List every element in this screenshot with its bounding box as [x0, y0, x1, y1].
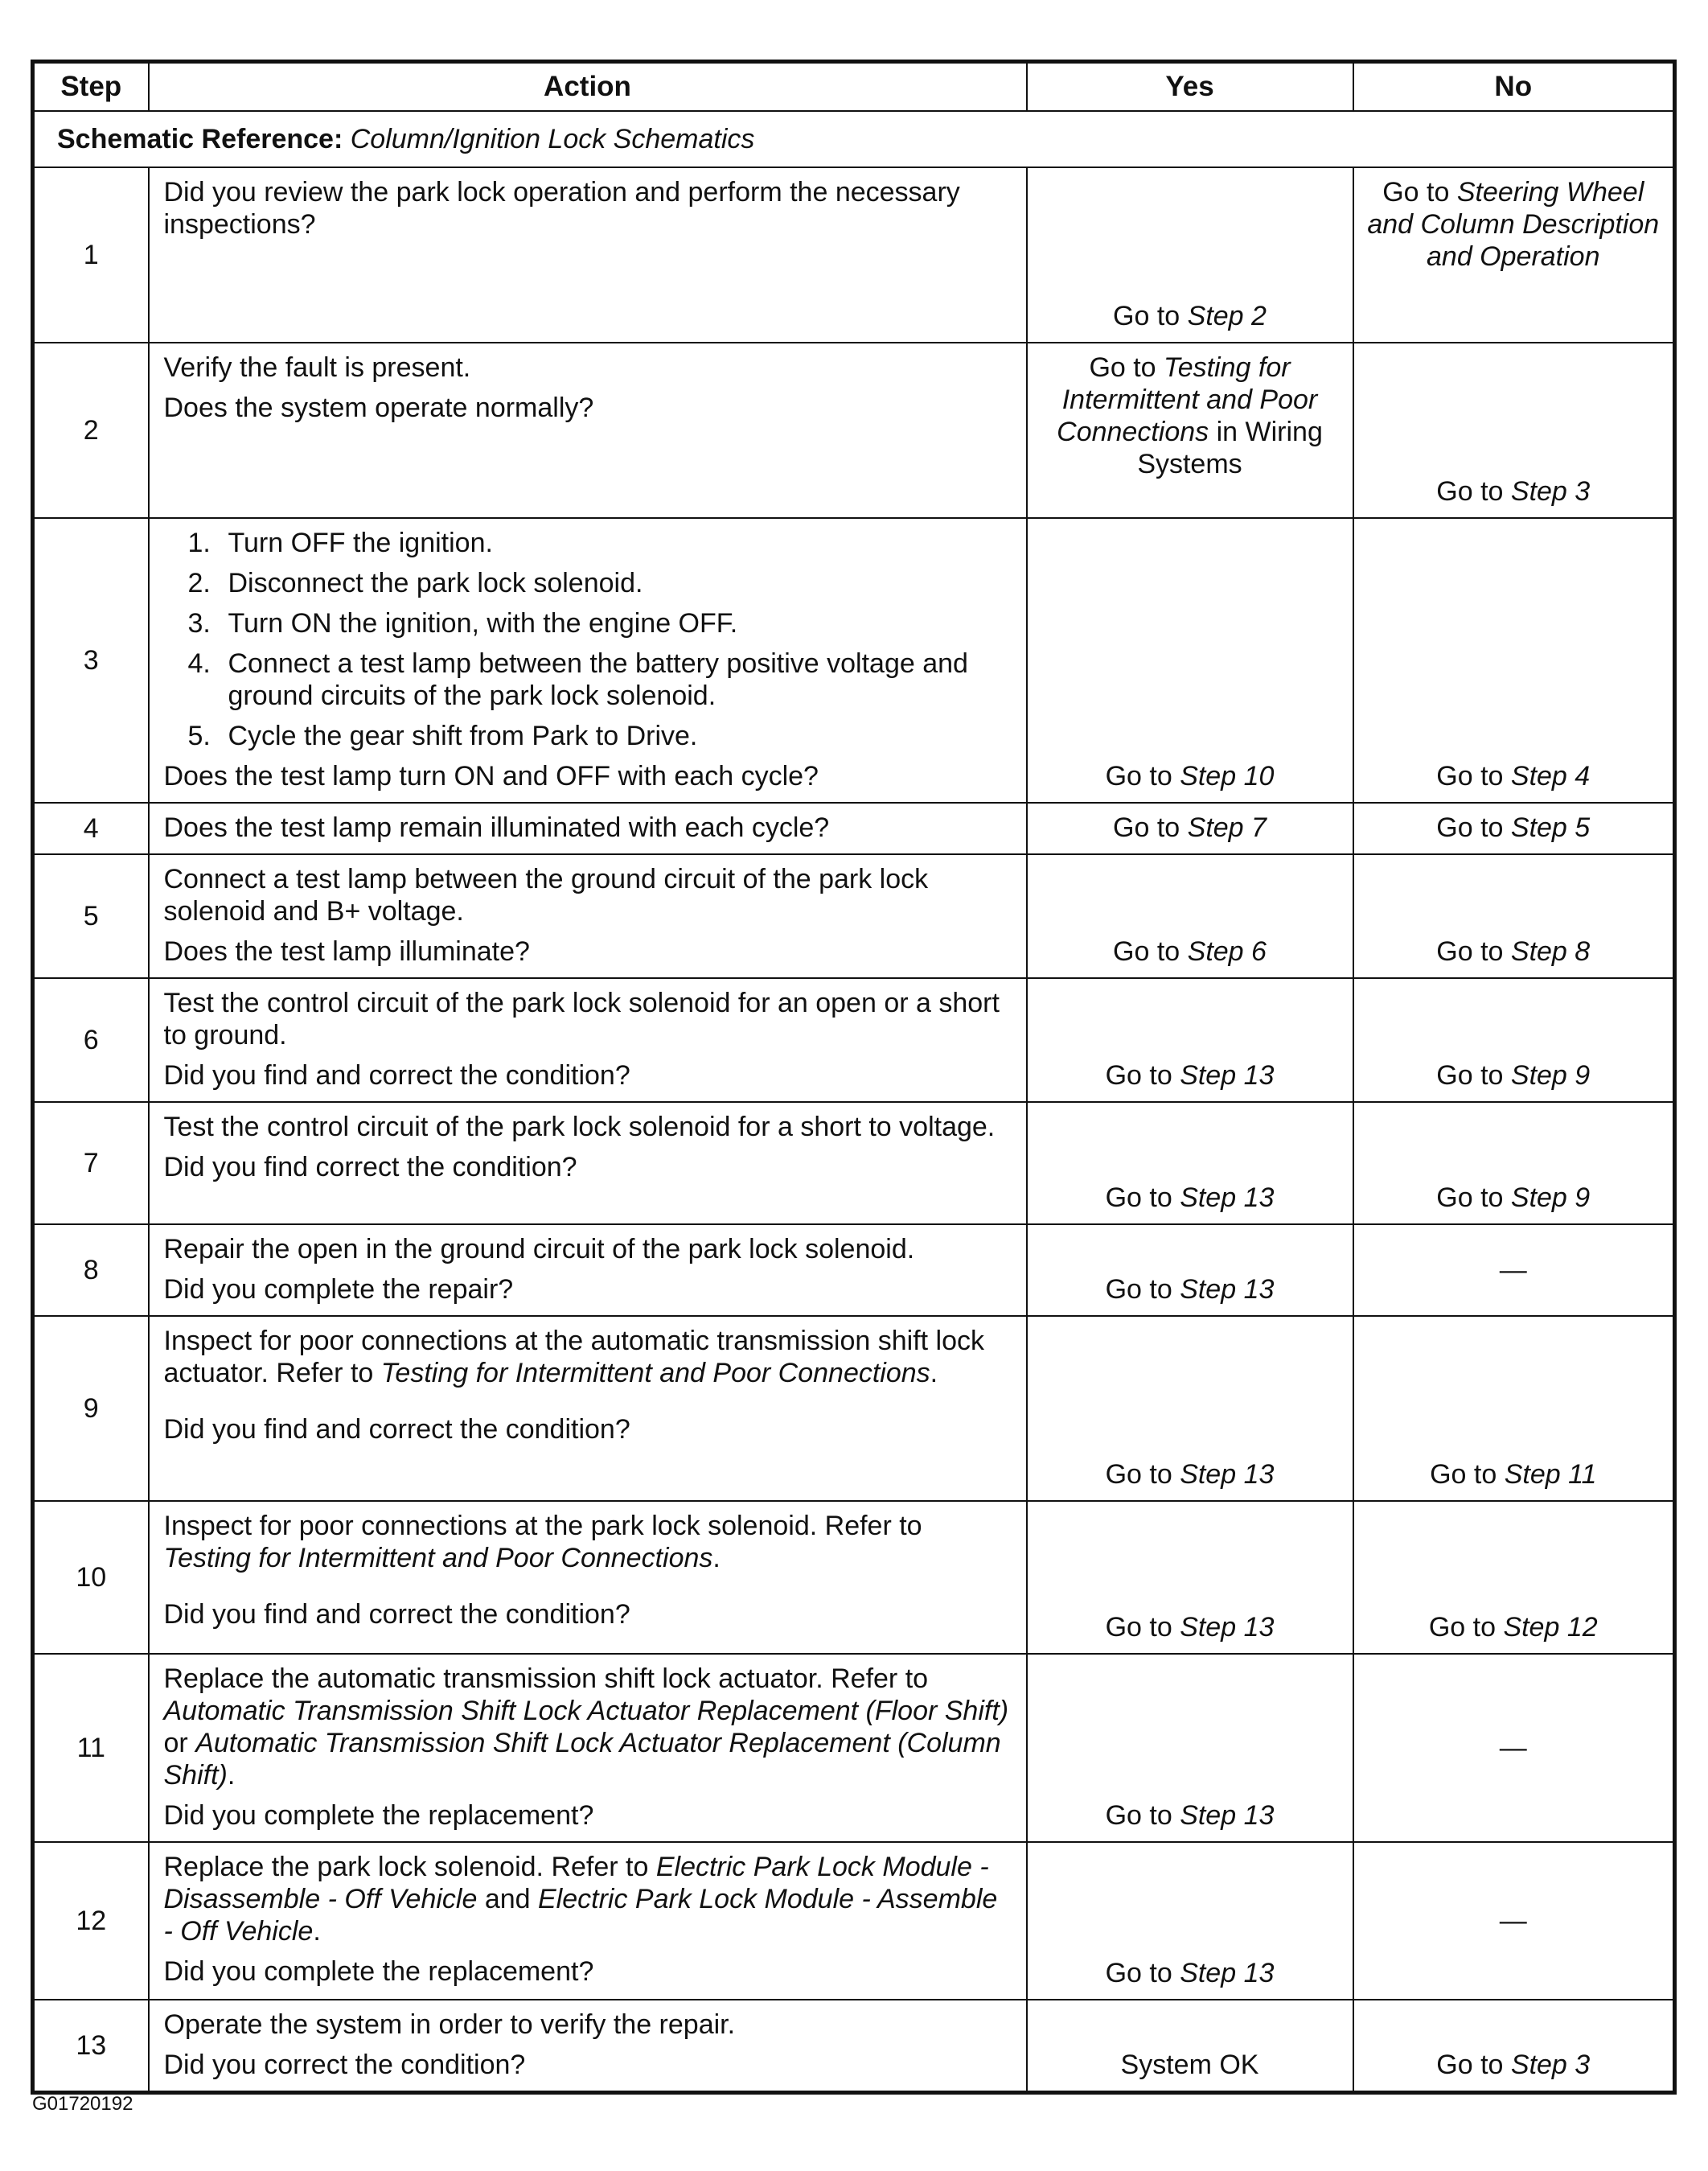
- reference-link[interactable]: Automatic Transmission Shift Lock Actuator Replacement (Floor Shift): [163, 1696, 1009, 1726]
- goto-link[interactable]: Step 12: [1503, 1612, 1598, 1643]
- action-question: Does the test lamp illuminate?: [163, 936, 530, 967]
- goto-link[interactable]: Step 2: [1187, 301, 1267, 331]
- step-number: 9: [33, 1316, 149, 1501]
- yes-result: [1027, 1501, 1353, 1654]
- goto-link[interactable]: Step 3: [1510, 2050, 1591, 2080]
- reference-link[interactable]: Testing for Intermittent and Poor Connections: [163, 1543, 713, 1573]
- action-cell: [149, 803, 1027, 854]
- goto-link[interactable]: Step 5: [1510, 812, 1591, 843]
- action-question: Did you find and correct the condition?: [163, 1060, 630, 1091]
- goto-link[interactable]: Step 8: [1510, 936, 1591, 967]
- no-result-text: Go to Steering Wheel and Column Description and Operation: [1367, 177, 1660, 272]
- step-number: 6: [33, 978, 149, 1102]
- schematic-reference: [33, 111, 1675, 167]
- action-question: Did you complete the replacement?: [163, 1956, 594, 1987]
- no-result: [1353, 978, 1675, 1102]
- action-question: Did you find and correct the condition?: [163, 1414, 630, 1445]
- step-number: 7: [33, 1102, 149, 1224]
- yes-result-text: Go to Step 6: [1113, 936, 1267, 967]
- table-row: [33, 1654, 1675, 1842]
- list-item: 3. Turn ON the ignition, with the engine OFF.: [187, 608, 738, 639]
- yes-result: [1027, 2000, 1353, 2093]
- yes-result-text: Go to Step 13: [1105, 1459, 1275, 1490]
- yes-result: [1027, 1654, 1353, 1842]
- schematic-row: [33, 111, 1675, 167]
- reference-link[interactable]: Electric Park Lock Module - Assemble - Off Vehicle: [163, 1884, 998, 1947]
- action-cell: [149, 343, 1027, 518]
- no-result: [1353, 803, 1675, 854]
- action-instruction: Test the control circuit of the park lock solenoid for a short to voltage.: [163, 1112, 996, 1142]
- diagnostic-table: [31, 60, 1677, 2095]
- goto-link[interactable]: Step 13: [1180, 1060, 1275, 1091]
- yes-result-text: Go to Step 13: [1105, 1800, 1275, 1831]
- step-number: 5: [33, 854, 149, 978]
- action-instruction: Repair the open in the ground circuit of the park lock solenoid.: [163, 1234, 915, 1264]
- goto-link[interactable]: Steering Wheel and Column Description and Operation: [1367, 177, 1660, 272]
- step-number: 1: [33, 167, 149, 343]
- goto-link[interactable]: Step 7: [1187, 812, 1267, 843]
- goto-link[interactable]: Step 6: [1187, 936, 1267, 967]
- table-row: [33, 2000, 1675, 2093]
- action-question: Did you review the park lock operation and perform the necessary inspections?: [163, 177, 960, 240]
- yes-result-text: Go to Step 13: [1105, 1182, 1275, 1213]
- yes-result: [1027, 1102, 1353, 1224]
- action-instruction: Operate the system in order to verify the repair.: [163, 2009, 736, 2040]
- goto-link[interactable]: Step 3: [1510, 476, 1591, 507]
- no-result-text: Go to Step 8: [1436, 936, 1591, 967]
- goto-link[interactable]: Step 10: [1180, 761, 1275, 792]
- no-result: —: [1353, 1842, 1675, 2000]
- no-result-text: Go to Step 3: [1436, 2050, 1591, 2080]
- no-result-text: Go to Step 4: [1436, 761, 1591, 792]
- yes-result: [1027, 518, 1353, 803]
- step-number: 13: [33, 2000, 149, 2093]
- yes-result-text: Go to Step 13: [1105, 1958, 1275, 1988]
- step-number: 11: [33, 1654, 149, 1842]
- action-question: Did you find correct the condition?: [163, 1152, 577, 1182]
- yes-result-text: Go to Step 2: [1113, 301, 1267, 331]
- table-row: [33, 803, 1675, 854]
- action-instruction: Replace the automatic transmission shift lock actuator. Refer to Automatic Transmission Shift Lock Actuator Replacement (Floor Shift) or Automatic Transmission Shift Lock Actuator Replacement (Column Shift).: [163, 1663, 1009, 1791]
- no-result: [1353, 343, 1675, 518]
- action-question: Did you complete the repair?: [163, 1274, 514, 1305]
- action-cell: [149, 1224, 1027, 1316]
- yes-result: [1027, 1316, 1353, 1501]
- no-result: [1353, 2000, 1675, 2093]
- goto-link[interactable]: Step 4: [1510, 761, 1591, 792]
- action-cell: [149, 854, 1027, 978]
- goto-link[interactable]: Step 13: [1180, 1274, 1275, 1305]
- action-question: Does the test lamp turn ON and OFF with each cycle?: [163, 761, 819, 792]
- action-question: Does the test lamp remain illuminated with each cycle?: [163, 812, 830, 843]
- table-row: [33, 518, 1675, 803]
- no-result-text: Go to Step 9: [1436, 1060, 1591, 1091]
- no-result: [1353, 854, 1675, 978]
- action-cell: [149, 518, 1027, 803]
- table-row: [33, 854, 1675, 978]
- action-cell: [149, 1102, 1027, 1224]
- action-cell: [149, 978, 1027, 1102]
- no-result-text: Go to Step 11: [1430, 1459, 1597, 1490]
- no-result: [1353, 1316, 1675, 1501]
- goto-link[interactable]: Step 13: [1180, 1958, 1275, 1988]
- figure-code: G01720192: [32, 2093, 133, 2115]
- step-number: 12: [33, 1842, 149, 2000]
- schematic-label: Schematic Reference:: [57, 124, 343, 154]
- table-row: [33, 1842, 1675, 2000]
- list-item: 2. Disconnect the park lock solenoid.: [187, 568, 643, 598]
- action-question: Did you complete the replacement?: [163, 1800, 594, 1831]
- table-row: [33, 1224, 1675, 1316]
- header-step: Step: [33, 62, 149, 112]
- goto-link[interactable]: Step 9: [1510, 1060, 1591, 1091]
- action-cell: [149, 1316, 1027, 1501]
- action-question: Does the system operate normally?: [163, 393, 594, 423]
- header-row: [33, 62, 1675, 112]
- no-result: [1353, 1102, 1675, 1224]
- step-number: 2: [33, 343, 149, 518]
- action-cell: [149, 167, 1027, 343]
- yes-result-text: Go to Testing for Intermittent and Poor Connections in Wiring Systems: [1057, 352, 1323, 479]
- action-cell: [149, 1654, 1027, 1842]
- action-steps-list: [164, 527, 1012, 752]
- yes-result-text: Go to Step 13: [1105, 1060, 1275, 1091]
- yes-result: [1027, 343, 1353, 518]
- action-instruction: Verify the fault is present.: [163, 352, 471, 383]
- reference-link[interactable]: Automatic Transmission Shift Lock Actuator Replacement (Column Shift): [163, 1728, 1001, 1791]
- list-item: 1. Turn OFF the ignition.: [187, 528, 493, 558]
- action-question: Did you find and correct the condition?: [163, 1599, 630, 1630]
- action-cell: [149, 1842, 1027, 2000]
- action-instruction: Connect a test lamp between the ground circuit of the park lock solenoid and B+ voltage.: [163, 864, 929, 927]
- header-yes: Yes: [1027, 62, 1353, 112]
- action-instruction: Inspect for poor connections at the park lock solenoid. Refer to Testing for Intermittent and Poor Connections.: [163, 1511, 922, 1573]
- no-result: —: [1353, 1224, 1675, 1316]
- goto-link[interactable]: Step 13: [1180, 1459, 1275, 1490]
- yes-result-text: Go to Step 13: [1105, 1274, 1275, 1305]
- no-result-text: Go to Step 12: [1428, 1612, 1598, 1643]
- reference-link[interactable]: Testing for Intermittent and Poor Connections: [380, 1358, 930, 1388]
- yes-result-text: System OK: [1120, 2050, 1259, 2080]
- no-result: [1353, 167, 1675, 343]
- action-question: Did you correct the condition?: [163, 2050, 526, 2080]
- action-cell: [149, 1501, 1027, 1654]
- header-no: No: [1353, 62, 1675, 112]
- yes-result: [1027, 803, 1353, 854]
- goto-link[interactable]: Step 13: [1180, 1612, 1275, 1643]
- step-number: 8: [33, 1224, 149, 1316]
- yes-result-text: Go to Step 7: [1113, 812, 1267, 843]
- reference-link[interactable]: Electric Park Lock Module - Disassemble - Off Vehicle: [163, 1852, 989, 1914]
- goto-link[interactable]: Step 9: [1510, 1182, 1591, 1213]
- table-row: [33, 978, 1675, 1102]
- list-item: 5. Cycle the gear shift from Park to Drive.: [187, 721, 698, 751]
- no-result-text: Go to Step 3: [1436, 476, 1591, 507]
- yes-result: [1027, 1842, 1353, 2000]
- table-row: [33, 167, 1675, 343]
- action-instruction: Replace the park lock solenoid. Refer to Electric Park Lock Module - Disassemble - Off Vehicle and Electric Park Lock Module - Assemble - Off Vehicle.: [163, 1852, 998, 1947]
- action-instruction: Test the control circuit of the park lock solenoid for an open or a short to ground.: [163, 988, 1000, 1051]
- goto-link[interactable]: Testing for Intermittent and Poor Connections: [1057, 352, 1318, 447]
- yes-result: [1027, 167, 1353, 343]
- table-row: [33, 1501, 1675, 1654]
- no-result: [1353, 1501, 1675, 1654]
- goto-link[interactable]: Step 13: [1180, 1800, 1275, 1831]
- yes-result-text: Go to Step 10: [1105, 761, 1275, 792]
- no-result-text: Go to Step 5: [1436, 812, 1591, 843]
- step-number: 3: [33, 518, 149, 803]
- yes-result: [1027, 1224, 1353, 1316]
- schematic-link[interactable]: Column/Ignition Lock Schematics: [350, 124, 755, 154]
- goto-link[interactable]: Step 11: [1504, 1459, 1597, 1490]
- no-result-text: Go to Step 9: [1436, 1182, 1591, 1213]
- yes-result: [1027, 978, 1353, 1102]
- step-number: 10: [33, 1501, 149, 1654]
- header-action: Action: [149, 62, 1027, 112]
- table-row: [33, 1316, 1675, 1501]
- list-item: 4. Connect a test lamp between the battery positive voltage and ground circuits of the park lock solenoid.: [187, 648, 968, 711]
- no-result: [1353, 518, 1675, 803]
- goto-link[interactable]: Step 13: [1180, 1182, 1275, 1213]
- yes-result-text: Go to Step 13: [1105, 1612, 1275, 1643]
- no-result: —: [1353, 1654, 1675, 1842]
- table-row: [33, 1102, 1675, 1224]
- action-cell: [149, 2000, 1027, 2093]
- yes-result: [1027, 854, 1353, 978]
- action-instruction: Inspect for poor connections at the automatic transmission shift lock actuator. Refer to Testing for Intermittent and Poor Connections.: [163, 1326, 984, 1388]
- table-row: [33, 343, 1675, 518]
- step-number: 4: [33, 803, 149, 854]
